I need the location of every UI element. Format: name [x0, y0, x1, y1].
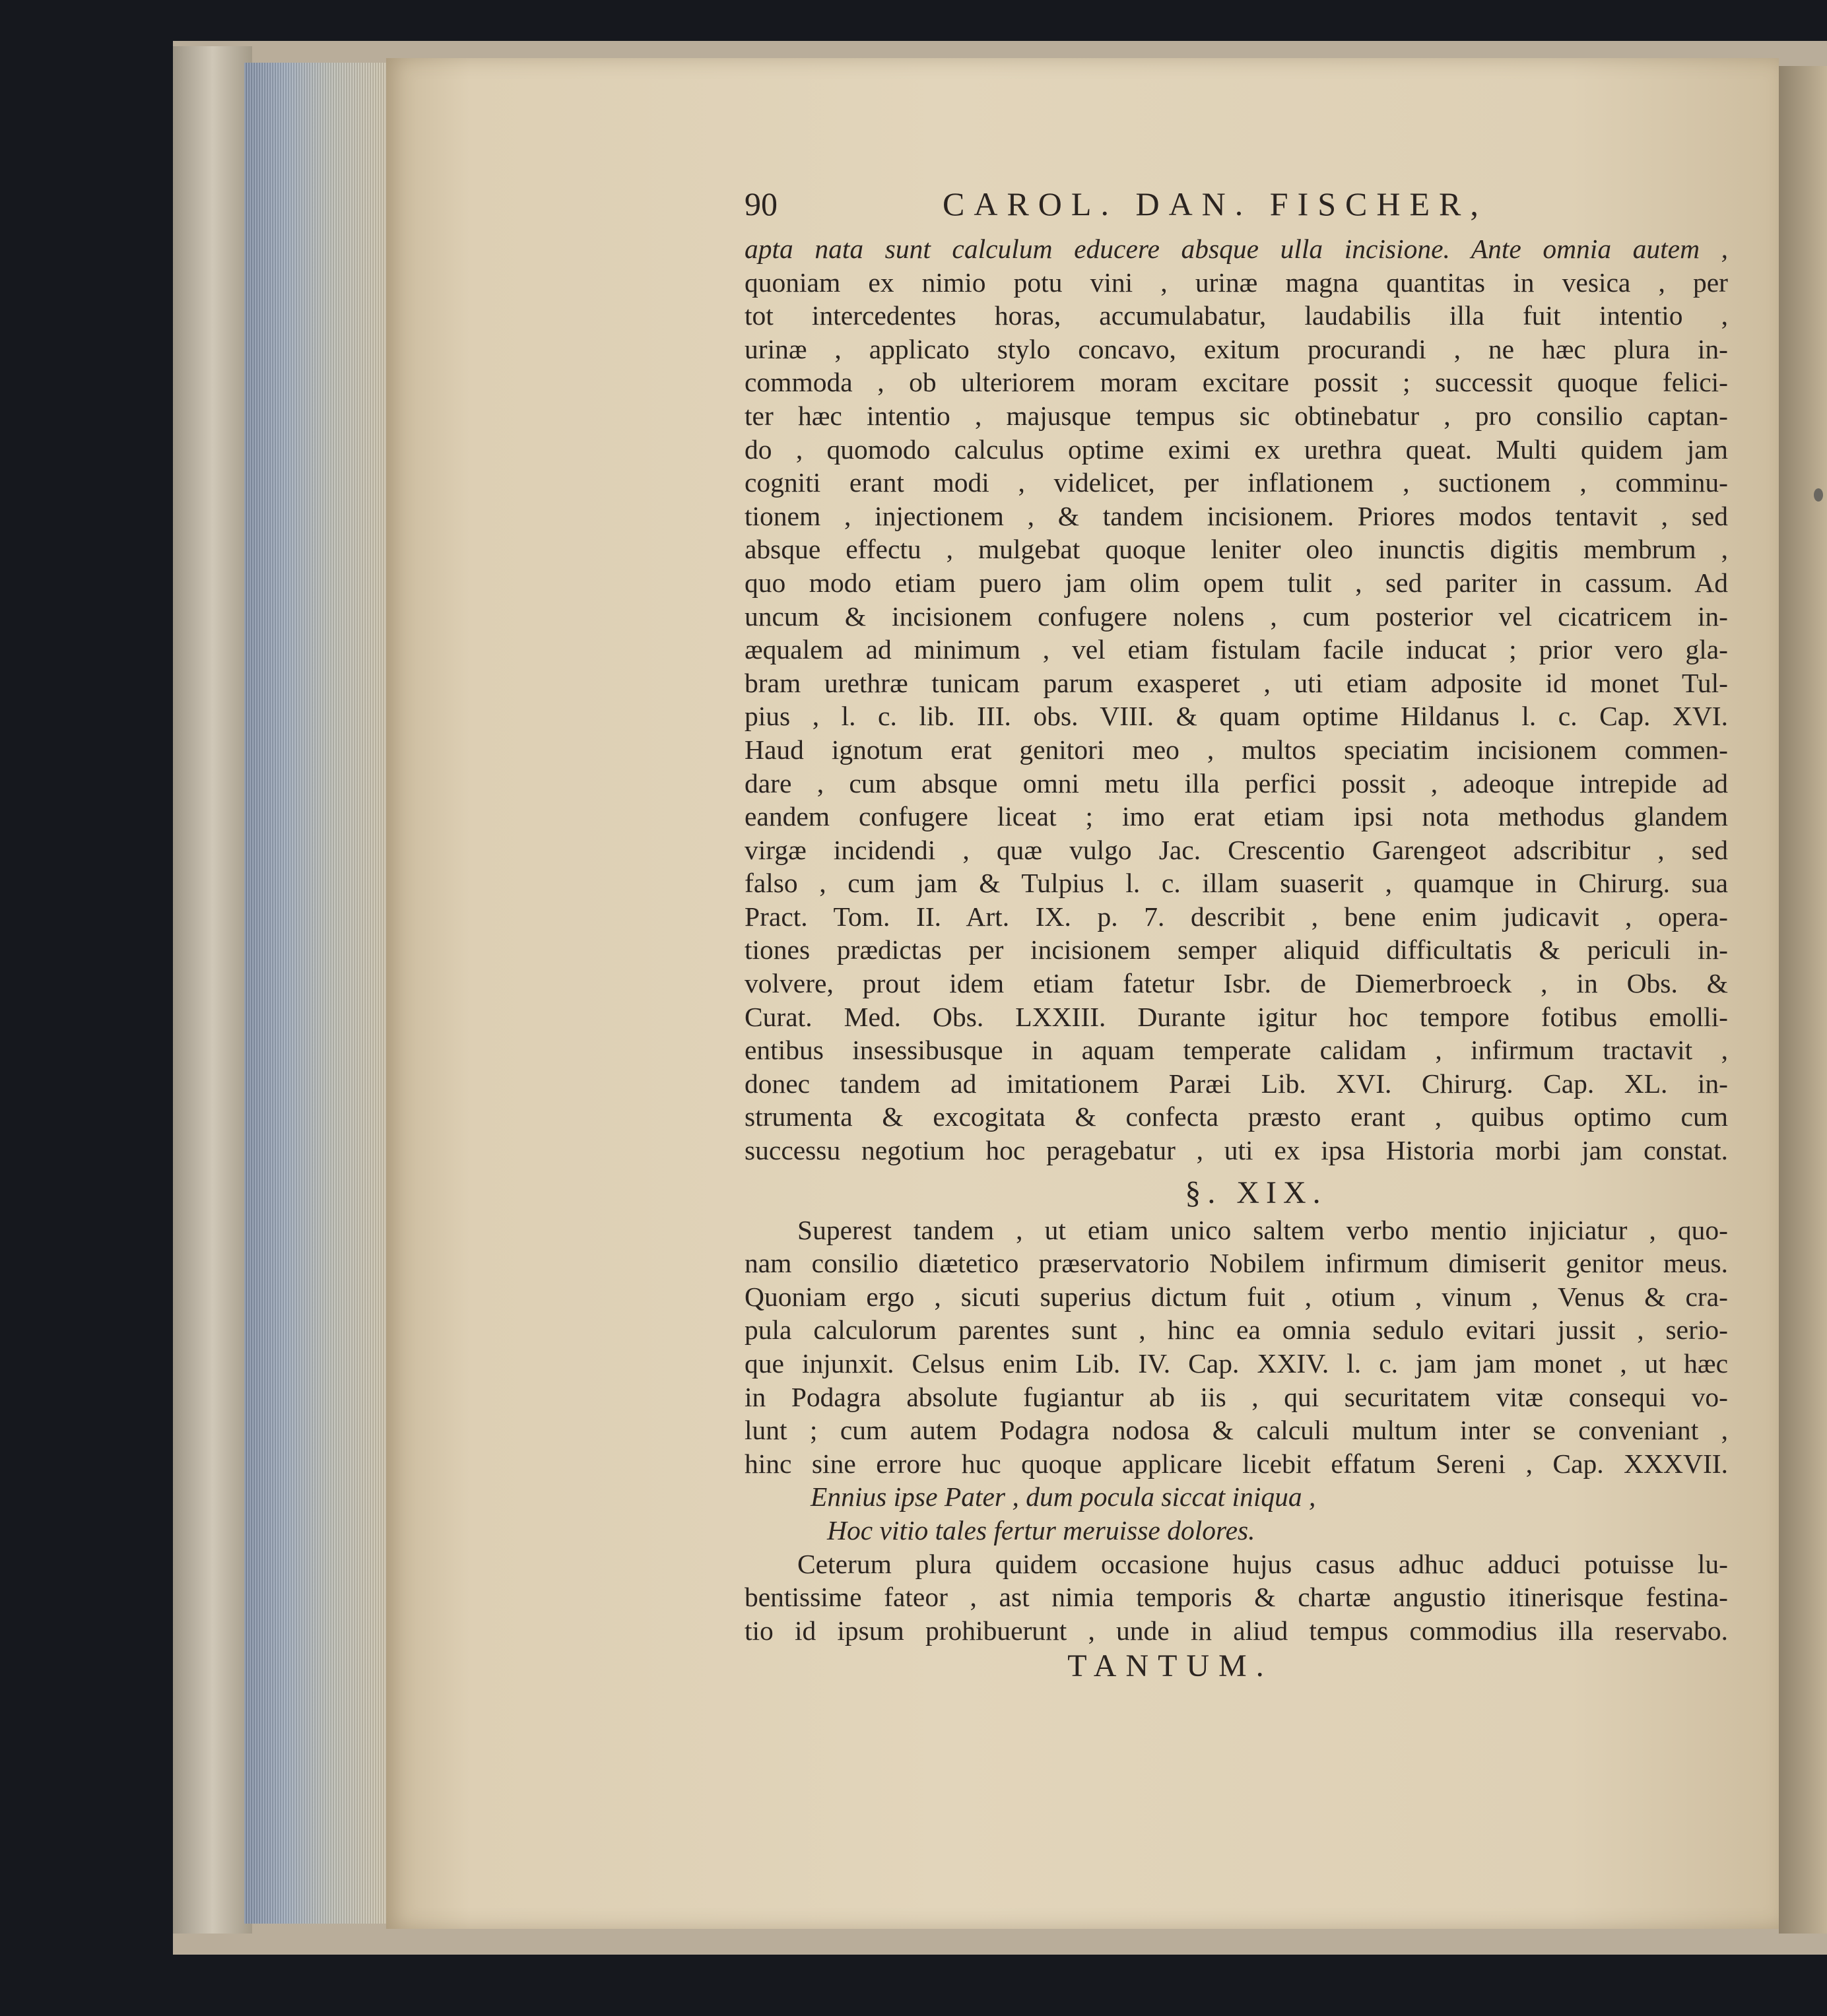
text-line: successu negotium hoc peragebatur , uti ex ipsa Historia morbi jam constat. [745, 1135, 1728, 1166]
text-line: tionem , injectionem , & tandem incisionem. Priores modos tentavit , sed [745, 500, 1728, 531]
text-line: do , quomodo calculus optime eximi ex urethra queat. Multi quidem jam [745, 434, 1728, 465]
text-line: tiones prædictas per incisionem semper aliquid difficultatis & periculi in- [745, 934, 1728, 965]
text-line: Ceterum plura quidem occasione hujus casus adhuc adduci potuisse lu- [797, 1548, 1728, 1579]
page-header [745, 179, 1728, 232]
text-line: dare , cum absque omni metu illa perfici possit , adeoque intrepide ad [745, 767, 1728, 798]
text-line: strumenta & excogitata & confecta præsto erant , quibus optimo cum [745, 1101, 1728, 1132]
text-line: entibus insessibusque in aquam temperate calidam , infirmum tractavit , [745, 1035, 1728, 1066]
text-line: volvere, prout idem etiam fatetur Isbr. de Diemerbroeck , in Obs. & [745, 968, 1728, 999]
text-line: absque effectu , mulgebat quoque leniter oleo inunctis digitis membrum , [745, 534, 1728, 565]
text-line: urinæ , applicato stylo concavo, exitum procurandi , ne hæc plura in- [745, 333, 1728, 364]
text-line: quo modo etiam puero jam olim opem tulit , sed pariter in cassum. Ad [745, 567, 1728, 598]
facing-page-edge [1779, 66, 1827, 1934]
text-line: tio id ipsum prohibuerunt , unde in aliud tempus commodius illa reservabo. [745, 1615, 1728, 1646]
margin-mark [1814, 488, 1823, 502]
text-line: tot intercedentes horas, accumulabatur, laudabilis illa fuit intentio , [745, 300, 1728, 331]
text-line: ter hæc intentio , majusque tempus sic obtinebatur , pro consilio captan- [745, 400, 1728, 431]
text-line: æqualem ad minimum , vel etiam fistulam facile inducat ; prior vero gla- [745, 634, 1728, 665]
end-word: TANTUM. [1067, 1648, 1273, 1684]
text-line: bentissime fateor , ast nimia temporis & chartæ angustio itinerisque festina- [745, 1582, 1728, 1613]
section-heading: §. XIX. [1185, 1175, 1327, 1210]
page-text [745, 179, 1728, 1683]
running-head: CAROL. DAN. FISCHER, [943, 185, 1488, 222]
paragraph-1 [745, 232, 1728, 1683]
text-line: Pract. Tom. II. Art. IX. p. 7. describit , bene enim judicavit , opera- [745, 901, 1728, 932]
book-cover-edge [173, 46, 252, 1934]
text-line: Superest tandem , ut etiam unico saltem verbo mentio injiciatur , quo- [797, 1214, 1728, 1245]
text-line: bram urethræ tunicam parum exasperet , uti etiam adposite id monet Tul- [745, 667, 1728, 698]
page-number: 90 [745, 185, 778, 222]
verse-line: Hoc vitio tales fertur meruisse dolores. [827, 1514, 1255, 1545]
text-line: commoda , ob ulteriorem moram excitare possit ; successit quoque felici- [745, 367, 1728, 398]
text-line: hinc sine errore huc quoque applicare licebit effatum Sereni , Cap. XXXVII. [745, 1448, 1728, 1479]
text-line: que injunxit. Celsus enim Lib. IV. Cap. XXIV. l. c. jam jam monet , ut hæc [745, 1348, 1728, 1379]
text-line: cogniti erant modi , videlicet, per inflationem , suctionem , comminu- [745, 467, 1728, 498]
text-line: uncum & incisionem confugere nolens , cum posterior vel cicatricem in- [745, 601, 1728, 632]
text-line: falso , cum jam & Tulpius l. c. illam suaserit , quamque in Chirurg. sua [745, 868, 1728, 899]
text-line: quoniam ex nimio potu vini , urinæ magna quantitas in vesica , per [745, 267, 1728, 298]
text-line: nam consilio diætetico præservatorio Nobilem infirmum dimiserit genitor meus. [745, 1248, 1728, 1279]
text-line: eandem confugere liceat ; imo erat etiam ipsi nota methodus glandem [745, 801, 1728, 832]
page-block-edge [244, 63, 386, 1924]
verse-line: Ennius ipse Pater , dum pocula siccat iniqua , [811, 1481, 1316, 1512]
text-line: Quoniam ergo , sicuti superius dictum fuit , otium , vinum , Venus & cra- [745, 1281, 1728, 1312]
text-line: virgæ incidendi , quæ vulgo Jac. Crescentio Garengeot adscribitur , sed [745, 834, 1728, 865]
text-line: pius , l. c. lib. III. obs. VIII. & quam optime Hildanus l. c. Cap. XVI. [745, 701, 1728, 732]
text-line: in Podagra absolute fugiantur ab iis , qui securitatem vitæ consequi vo- [745, 1381, 1728, 1412]
text-line: apta nata sunt calculum educere absque ulla incisione. Ante omnia autem , [745, 234, 1728, 264]
text-line: Haud ignotum erat genitori meo , multos speciatim incisionem commen- [745, 734, 1728, 765]
text-line: pula calculorum parentes sunt , hinc ea omnia sedulo evitari jussit , serio- [745, 1315, 1728, 1346]
text-line: donec tandem ad imitationem Paræi Lib. XVI. Chirurg. Cap. XL. in- [745, 1068, 1728, 1099]
text-line: Curat. Med. Obs. LXXIII. Durante igitur hoc tempore fotibus emolli- [745, 1001, 1728, 1032]
text-line: lunt ; cum autem Podagra nodosa & calculi multum inter se conveniant , [745, 1415, 1728, 1446]
